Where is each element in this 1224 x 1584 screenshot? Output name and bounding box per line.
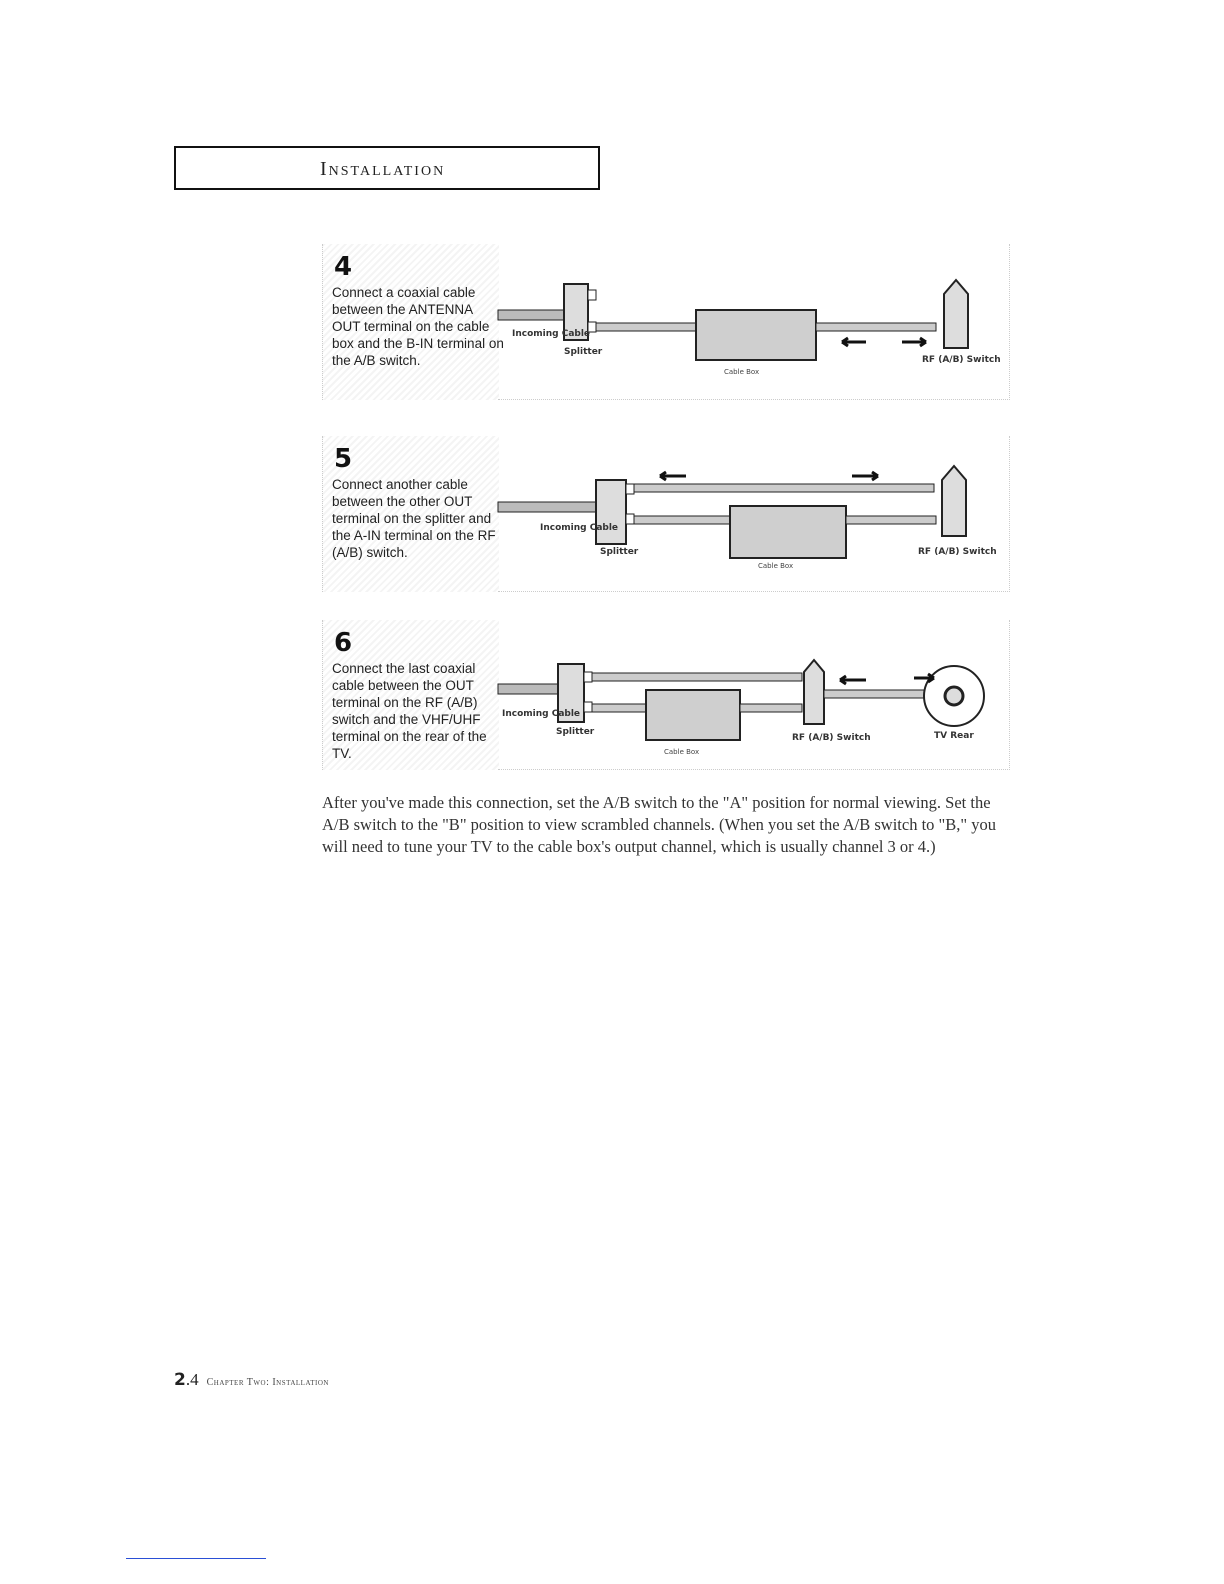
label-rf-switch: RF (A/B) Switch [792, 733, 871, 743]
label-incoming-cable: Incoming Cable [502, 709, 581, 719]
label-cable-box: Cable Box [664, 748, 700, 756]
chapter-label: Chapter Two: Installation [206, 1377, 329, 1388]
rf-switch-icon [804, 660, 824, 724]
incoming-cable-line [498, 310, 564, 320]
cable-line [592, 704, 646, 712]
label-cable-box: Cable Box [758, 562, 794, 570]
label-incoming-cable: Incoming Cable [512, 329, 591, 339]
label-splitter: Splitter [600, 547, 639, 557]
cable-box-icon [696, 310, 816, 360]
section-header [174, 146, 600, 190]
cable-line [740, 704, 802, 712]
arrow-left-icon [842, 338, 866, 346]
step-text: Connect a coaxial cable between the ANTENNA OUT terminal on the cable box and the B-IN terminal on the A/B switch. [332, 285, 504, 368]
cable-line [816, 323, 936, 331]
label-rf-switch: RF (A/B) Switch [918, 547, 997, 557]
cable-box-icon [646, 690, 740, 740]
arrow-right-icon [852, 472, 878, 480]
label-tv-rear: TV Rear [934, 731, 974, 741]
connection-diagram [492, 620, 1010, 770]
incoming-cable-line [498, 502, 596, 512]
label-splitter: Splitter [556, 727, 595, 737]
step-number: 4 [334, 252, 353, 282]
cable-line [824, 690, 934, 698]
step-6 [322, 620, 1010, 770]
page-number-suffix: .4 [185, 1370, 199, 1389]
label-splitter: Splitter [564, 347, 603, 357]
step-text: Connect the last coaxial cable between the OUT terminal on the RF (A/B) switch and the VHF/UHF terminal on the rear of the TV. [332, 661, 487, 761]
label-rf-switch: RF (A/B) Switch [922, 355, 1001, 365]
label-incoming-cable: Incoming Cable [540, 523, 619, 533]
step-5 [322, 436, 1010, 592]
arrow-right-icon [914, 674, 934, 682]
incoming-cable-line [498, 684, 558, 694]
cable-line [596, 323, 696, 331]
page-footer [174, 1370, 329, 1390]
step-number: 5 [334, 444, 353, 474]
cable-box-icon [730, 506, 846, 558]
step-text: Connect another cable between the other OUT terminal on the splitter and the A-IN terminal on the RF (A/B) switch. [332, 477, 496, 560]
step-number: 6 [334, 628, 353, 658]
connection-diagram [492, 436, 1010, 592]
cable-line [846, 516, 936, 524]
connection-diagram [492, 244, 1010, 400]
rf-switch-icon [942, 466, 966, 536]
splitter-icon [596, 480, 626, 544]
step-4 [322, 244, 1010, 400]
arrow-left-icon [660, 472, 686, 480]
rf-switch-icon [944, 280, 968, 348]
label-cable-box: Cable Box [724, 368, 760, 376]
cable-line [634, 516, 730, 524]
arrow-left-icon [840, 676, 866, 684]
page-number-prefix: 2 [174, 1370, 186, 1390]
bottom-rule [126, 1558, 266, 1559]
instruction-paragraph: After you've made this connection, set the A/B switch to the "A" position for normal viewing. Set the A/B switch to the "B" position to view scrambled channels. (When you set the A/B switch to "B," you will need to tune your TV to the cable box's output channel, which is usually channel 3 or 4.) [322, 793, 997, 856]
section-title: Installation [320, 158, 446, 180]
arrow-right-icon [902, 338, 926, 346]
cable-line [592, 673, 802, 681]
cable-line [634, 484, 934, 492]
